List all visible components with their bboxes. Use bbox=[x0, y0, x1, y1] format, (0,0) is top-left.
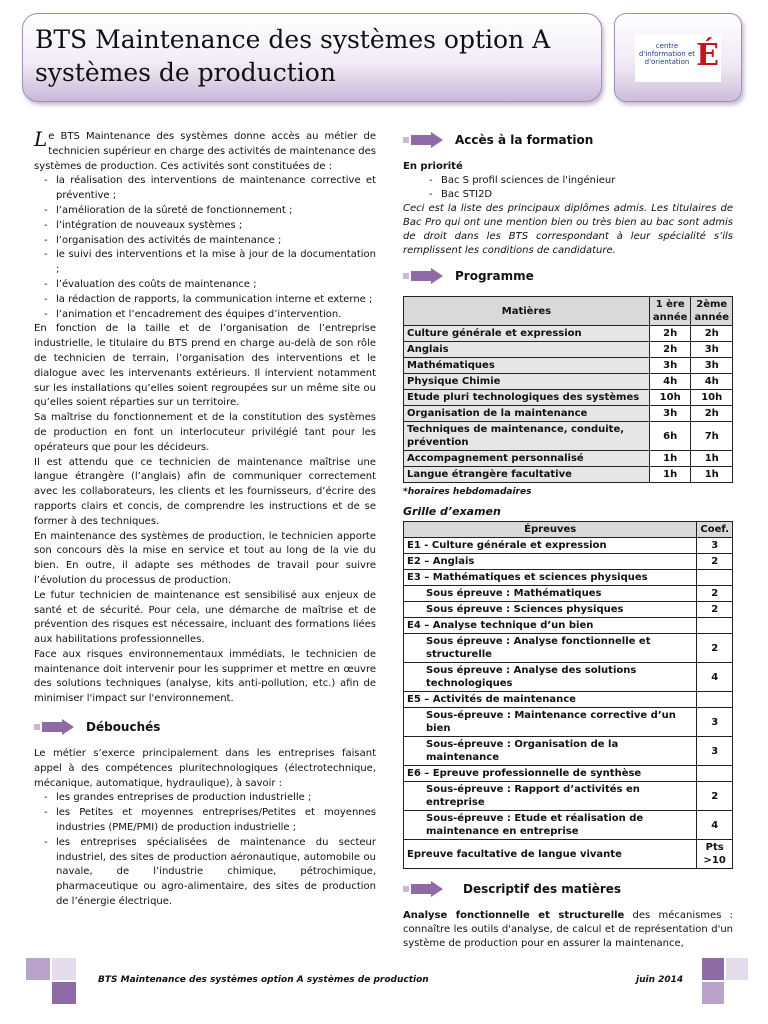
column-header: Matières bbox=[404, 297, 650, 326]
list-item: - Bac STI2D bbox=[441, 188, 733, 202]
paragraph: En fonction de la taille et de l’organisation de l’entreprise industrielle, le titulaire du BTS prend en charge au-delà de son rôle de technicien de terrain, l’organisation des interventions et le dialogue avec les intervenants extérieurs. Il intervient notamment sur les installations qu’elles soient regroupées sur un même site ou qu’elles soient réparties sur un territoire. bbox=[34, 323, 376, 409]
table-row: Sous-épreuve : Maintenance corrective d’un bien 3 bbox=[404, 708, 733, 737]
paragraph: Il est attendu que ce technicien de maintenance maîtrise une langue étrangère (l’anglais) afin de communiquer correctement avec les collaborateurs, les clients et les fournisseurs, d’écrire des rapports clairs et concis, de comprendre les instructions et de se former à des techniques. bbox=[34, 456, 376, 527]
table-row: Organisation de la maintenance 3h 2h bbox=[404, 406, 733, 422]
list-item: - l’intégration de nouveaux systèmes ; bbox=[56, 219, 376, 234]
exam-table bbox=[403, 521, 733, 869]
debouches-list bbox=[34, 791, 376, 909]
programme-note: *horaires hebdomadaires bbox=[403, 487, 532, 497]
debouches-text: Le métier s’exerce principalement dans les entreprises faisant appel à des compétences pluritechnologiques (électrotechnique, mécanique, automatique, hydraulique), à savoir : bbox=[34, 748, 376, 789]
list-item: - le suivi des interventions et la mise à jour de la documentation ; bbox=[56, 248, 376, 278]
list-item: - les Petites et moyennes entreprises/Petites et moyennes industries (PME/PMI) de production industrielle ; bbox=[56, 806, 376, 836]
bac-list bbox=[403, 174, 733, 202]
table-row: E5 – Activités de maintenance bbox=[404, 692, 733, 708]
table-row: Anglais 2h 3h bbox=[404, 342, 733, 358]
logo-letter: É bbox=[696, 38, 719, 73]
table-row: Culture générale et expression 2h 2h bbox=[404, 326, 733, 342]
table-row: Etude pluri technologiques des systèmes 10h 10h bbox=[404, 390, 733, 406]
footer-square bbox=[52, 958, 76, 980]
table-header-row bbox=[404, 297, 733, 326]
intro-paragraph: Le BTS Maintenance des systèmes donne accès au métier de technicien supérieur en charge des activités de maintenance des systèmes de production. Ces activités sont constituées de : bbox=[34, 127, 376, 172]
table-row: E3 – Mathématiques et sciences physiques bbox=[404, 570, 733, 586]
table-row: Sous épreuve : Mathématiques 2 bbox=[404, 586, 733, 602]
logo-frame bbox=[614, 13, 742, 102]
table-row: Sous épreuve : Sciences physiques 2 bbox=[404, 602, 733, 618]
column-header: Coef. bbox=[697, 522, 733, 538]
table-row: Sous-épreuve : Etude et réalisation de maintenance en entreprise 4 bbox=[404, 811, 733, 840]
paragraph: En maintenance des systèmes de production, le technicien apporte son concours dès la mise en service et tout au long de la vie du bien. En outre, il adapte ses méthodes de travail pour suivre l’évolution du processus de production. bbox=[34, 530, 376, 586]
footer-date: juin 2014 bbox=[636, 975, 684, 985]
footer-title: BTS Maintenance des systèmes option A systèmes de production bbox=[98, 975, 429, 985]
activities-list bbox=[34, 174, 376, 322]
section-heading-debouches: Débouchés bbox=[34, 717, 376, 739]
list-item: - l’évaluation des coûts de maintenance ; bbox=[56, 278, 376, 293]
list-item: - la rédaction de rapports, la communication interne et externe ; bbox=[56, 293, 376, 308]
table-row: Sous épreuve : Analyse des solutions technologiques 4 bbox=[404, 663, 733, 692]
list-item: - la réalisation des interventions de maintenance corrective et préventive ; bbox=[56, 174, 376, 204]
title-banner bbox=[22, 13, 602, 102]
list-item: - l’amélioration de la sûreté de fonctionnement ; bbox=[56, 204, 376, 219]
list-item: - les entreprises spécialisées de maintenance du secteur industriel, des sites de production aéronautique, automobile ou navale, de l’industrie chimique, pétrochimique, pharmaceutique ou agro-alimentaire, des sites de production de l’énergie électrique. bbox=[56, 836, 376, 910]
descriptif-text: Analyse fonctionnelle et structurelle des mécanismes : connaître les outils d'analyse, de calcul et de représentation d'un système de production pour en assurer la maintenance, bbox=[403, 910, 733, 949]
acces-note: Ceci est la liste des principaux diplômes admis. Les titulaires de Bac Pro qui ont une mention bien ou très bien au bac sont admis de droit dans les BTS correspondant à leur spécialité s’ils remplissent les conditions de candidature. bbox=[403, 203, 733, 256]
logo-text: centre d'information et d'orientation bbox=[638, 42, 696, 66]
list-item: - l’animation et l’encadrement des équipes d’intervention. bbox=[56, 308, 376, 323]
table-row: E2 – Anglais 2 bbox=[404, 554, 733, 570]
arrow-icon bbox=[403, 132, 443, 148]
list-item: - Bac S profil sciences de l'ingénieur bbox=[441, 174, 733, 188]
table-row: Epreuve facultative de langue vivante Pts >10 bbox=[404, 840, 733, 869]
table-row: Physique Chimie 4h 4h bbox=[404, 374, 733, 390]
paragraph: Face aux risques environnementaux immédiats, le technicien de maintenance doit intervenir pour les supprimer et mettre en œuvre des solutions techniques (analyse, kits anti-pollution, etc.) afin de minimiser l'impact sur l'environnement. bbox=[34, 648, 376, 705]
table-row: Accompagnement personnalisé 1h 1h bbox=[404, 451, 733, 467]
footer-square bbox=[26, 958, 50, 980]
dropcap: L bbox=[34, 127, 48, 151]
list-item: - les grandes entreprises de production industrielle ; bbox=[56, 791, 376, 806]
table-row: E4 – Analyse technique d’un bien bbox=[404, 618, 733, 634]
table-row: Langue étrangère facultative 1h 1h bbox=[404, 467, 733, 483]
column-header: 1 ère année bbox=[649, 297, 691, 326]
programme-table bbox=[403, 296, 733, 483]
footer-square bbox=[52, 982, 76, 1004]
table-row: Mathématiques 3h 3h bbox=[404, 358, 733, 374]
table-row: Sous-épreuve : Organisation de la maintenance 3 bbox=[404, 737, 733, 766]
right-column bbox=[403, 130, 733, 951]
section-heading-programme: Programme bbox=[403, 266, 733, 288]
table-row: E1 - Culture générale et expression 3 bbox=[404, 538, 733, 554]
column-header: 2ème année bbox=[691, 297, 733, 326]
table-row: Techniques de maintenance, conduite, prévention 6h 7h bbox=[404, 422, 733, 451]
footer-square bbox=[726, 958, 748, 980]
arrow-icon bbox=[34, 719, 74, 735]
paragraph: Sa maîtrise du fonctionnement et de la constitution des systèmes de production en font un interlocuteur privilégié tant pour les opérateurs que pour les décideurs. bbox=[34, 412, 376, 453]
footer-square bbox=[702, 958, 724, 980]
page-title: BTS Maintenance des systèmes option A systèmes de production bbox=[35, 25, 551, 87]
table-header-row bbox=[404, 522, 733, 538]
arrow-icon bbox=[403, 268, 443, 284]
arrow-icon bbox=[403, 881, 443, 897]
table-row: E6 – Epreuve professionnelle de synthèse bbox=[404, 766, 733, 782]
cio-logo bbox=[635, 34, 721, 82]
paragraph: Le futur technicien de maintenance est sensibilisé aux enjeux de santé et de sécurité. Pour cela, une démarche de maîtrise et de prévention des risques est nécessaire, incluant des formations liées aux habilitations professionnelles. bbox=[34, 589, 376, 646]
table-row: Sous épreuve : Analyse fonctionnelle et structurelle 2 bbox=[404, 634, 733, 663]
left-column bbox=[34, 127, 376, 910]
section-heading-descriptif: Descriptif des matières bbox=[403, 879, 733, 901]
list-item: - l’organisation des activités de maintenance ; bbox=[56, 234, 376, 249]
section-heading-acces: Accès à la formation bbox=[403, 130, 733, 152]
grille-heading: Grille d’examen bbox=[403, 505, 501, 518]
priority-label: En priorité bbox=[403, 161, 463, 172]
footer-square bbox=[702, 982, 724, 1004]
column-header: Épreuves bbox=[404, 522, 697, 538]
table-row: Sous-épreuve : Rapport d’activités en entreprise 2 bbox=[404, 782, 733, 811]
